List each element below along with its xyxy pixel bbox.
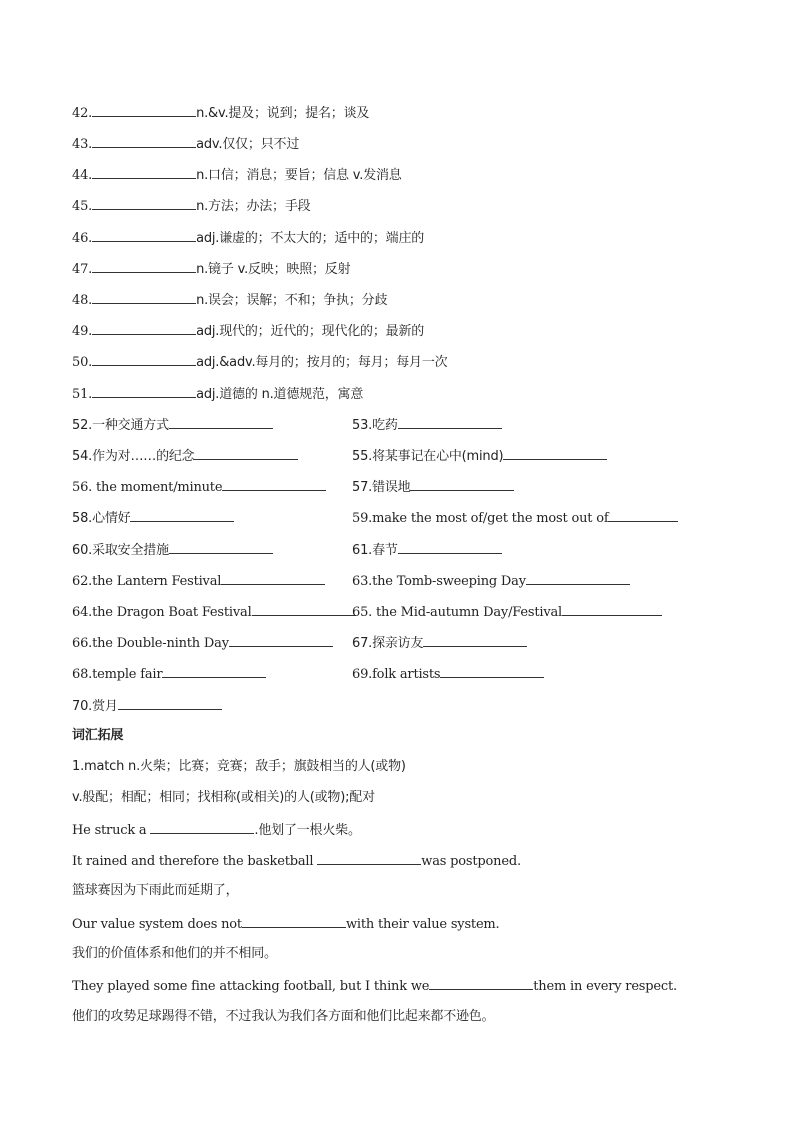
item-number: 51. (72, 387, 93, 402)
phrase-text: 62.the Lantern Festival (72, 574, 222, 589)
sentence-text: them in every respect. (533, 979, 677, 994)
vocab-item-51 (72, 384, 363, 404)
match-noun-definition: 1.match n.火柴；比赛；竞赛；敌手；旗鼓相当的人(或物) (72, 759, 406, 774)
phrase-text: 59.make the most of/get the most out of (352, 511, 609, 526)
item-number: 45. (72, 199, 93, 214)
sentence-text: was postponed. (421, 854, 521, 869)
sentence-text: Our value system does not (72, 917, 242, 932)
vocab-item-50 (72, 352, 447, 372)
answer-blank[interactable] (118, 696, 222, 710)
vocab-item-46 (72, 228, 424, 248)
item-definition: n.&v.提及；说到；提名；谈及 (196, 106, 370, 121)
phrase-text: 70.赏月 (72, 699, 118, 714)
phrase-text: 54.作为对……的纪念 (72, 449, 195, 464)
vocab-item-42 (72, 103, 369, 123)
example-translation-3: 我们的价值体系和他们的并不相同。 (72, 946, 277, 961)
phrase-item-62 (72, 571, 325, 591)
answer-blank[interactable] (150, 820, 254, 834)
answer-blank[interactable] (92, 352, 196, 366)
answer-blank[interactable] (130, 508, 234, 522)
phrase-item-56 (72, 477, 326, 497)
item-number: 43. (72, 137, 93, 152)
answer-blank[interactable] (252, 602, 356, 616)
vocab-item-45 (72, 196, 310, 216)
phrase-item-66 (72, 633, 333, 653)
example-translation-4: 他们的攻势足球踢得不错，不过我认为我们各方面和他们比起来都不逊色。 (72, 1009, 495, 1024)
vocab-item-48 (72, 290, 387, 310)
phrase-text: 52.一种交通方式 (72, 418, 169, 433)
phrase-item-60 (72, 540, 273, 560)
phrase-item-54 (72, 446, 298, 466)
phrase-text: 68.temple fair (72, 667, 163, 682)
example-translation-2: 篮球赛因为下雨此而延期了， (72, 883, 239, 898)
phrase-text: 60.采取安全措施 (72, 543, 169, 558)
answer-blank[interactable] (608, 508, 678, 522)
answer-blank[interactable] (92, 103, 196, 117)
answer-blank[interactable] (221, 571, 325, 585)
item-definition: adj.现代的；近代的；现代化的；最新的 (196, 324, 425, 339)
answer-blank[interactable] (317, 851, 421, 865)
item-definition: adj.道德的 n.道德规范，寓意 (196, 387, 364, 402)
phrase-item-53 (352, 415, 502, 435)
phrase-item-57 (352, 477, 514, 497)
answer-blank[interactable] (440, 664, 544, 678)
answer-blank[interactable] (92, 196, 196, 210)
sentence-text: He struck a (72, 823, 151, 838)
item-definition: n.方法；办法；手段 (196, 199, 311, 214)
answer-blank[interactable] (398, 415, 502, 429)
match-verb-definition: v.般配；相配；相同；找相称(或相关)的人(或物);配对 (72, 790, 375, 805)
sentence-text: with their value system. (345, 917, 500, 932)
example-sentence-4 (72, 976, 677, 996)
sentence-text: It rained and therefore the basketball (72, 854, 318, 869)
answer-blank[interactable] (92, 259, 196, 273)
answer-blank[interactable] (242, 914, 346, 928)
phrase-text: 65. the Mid-autumn Day/Festival (352, 605, 562, 620)
answer-blank[interactable] (562, 602, 662, 616)
item-number: 47. (72, 262, 93, 277)
answer-blank[interactable] (92, 321, 196, 335)
answer-blank[interactable] (92, 228, 196, 242)
item-number: 49. (72, 324, 93, 339)
phrase-item-58 (72, 508, 234, 528)
example-sentence-2 (72, 851, 521, 871)
phrase-item-55 (352, 446, 607, 466)
answer-blank[interactable] (92, 384, 196, 398)
answer-blank[interactable] (169, 415, 273, 429)
section-title: 词汇拓展 (72, 728, 124, 743)
phrase-item-67 (352, 633, 527, 653)
phrase-item-59 (352, 508, 678, 528)
phrase-item-69 (352, 664, 544, 684)
answer-blank[interactable] (503, 446, 607, 460)
answer-blank[interactable] (410, 477, 514, 491)
phrase-text: 66.the Double-ninth Day (72, 636, 229, 651)
phrase-text: 69.folk artists (352, 667, 441, 682)
phrase-item-68 (72, 664, 266, 684)
item-number: 46. (72, 231, 93, 246)
sentence-text: They played some fine attacking football, but I think we (72, 979, 430, 994)
answer-blank[interactable] (398, 540, 502, 554)
example-sentence-3 (72, 914, 500, 934)
item-number: 48. (72, 293, 93, 308)
item-number: 44. (72, 168, 93, 183)
answer-blank[interactable] (423, 633, 527, 647)
item-definition: adv.仅仅；只不过 (196, 137, 300, 152)
answer-blank[interactable] (92, 165, 196, 179)
example-sentence-1 (72, 820, 361, 840)
item-definition: adj.&adv.每月的；按月的；每月；每月一次 (196, 355, 448, 370)
answer-blank[interactable] (429, 976, 533, 990)
phrase-text: 64.the Dragon Boat Festival (72, 605, 252, 620)
phrase-text: 67.探亲访友 (352, 636, 424, 651)
item-number: 42. (72, 106, 93, 121)
vocab-item-49 (72, 321, 424, 341)
answer-blank[interactable] (222, 477, 326, 491)
item-definition: adj.谦虚的；不太大的；适中的；端庄的 (196, 231, 425, 246)
phrase-item-61 (352, 540, 502, 560)
phrase-text: 63.the Tomb-sweeping Day (352, 574, 526, 589)
phrase-text: 61.春节 (352, 543, 398, 558)
answer-blank[interactable] (92, 134, 196, 148)
phrase-item-70 (72, 696, 222, 716)
phrase-text: 56. the moment/minute (72, 480, 223, 495)
answer-blank[interactable] (229, 633, 333, 647)
answer-blank[interactable] (92, 290, 196, 304)
phrase-item-52 (72, 415, 273, 435)
phrase-item-64 (72, 602, 356, 622)
phrase-text: 55.将某事记在心中(mind) (352, 449, 504, 464)
phrase-text: 53.吃药 (352, 418, 398, 433)
item-definition: n.口信；消息；要旨；信息 v.发消息 (196, 168, 402, 183)
phrase-item-63 (352, 571, 630, 591)
vocab-item-43 (72, 134, 299, 154)
sentence-text: .他划了一根火柴。 (254, 823, 361, 838)
answer-blank[interactable] (526, 571, 630, 585)
vocab-item-44 (72, 165, 402, 185)
item-definition: n.误会；误解；不和；争执；分歧 (196, 293, 388, 308)
answer-blank[interactable] (169, 540, 273, 554)
phrase-item-65 (352, 602, 662, 622)
item-number: 50. (72, 355, 93, 370)
answer-blank[interactable] (194, 446, 298, 460)
phrase-text: 58.心情好 (72, 511, 131, 526)
answer-blank[interactable] (162, 664, 266, 678)
vocab-item-47 (72, 259, 350, 279)
item-definition: n.镜子 v.反映；映照；反射 (196, 262, 351, 277)
phrase-text: 57.错误地 (352, 480, 411, 495)
